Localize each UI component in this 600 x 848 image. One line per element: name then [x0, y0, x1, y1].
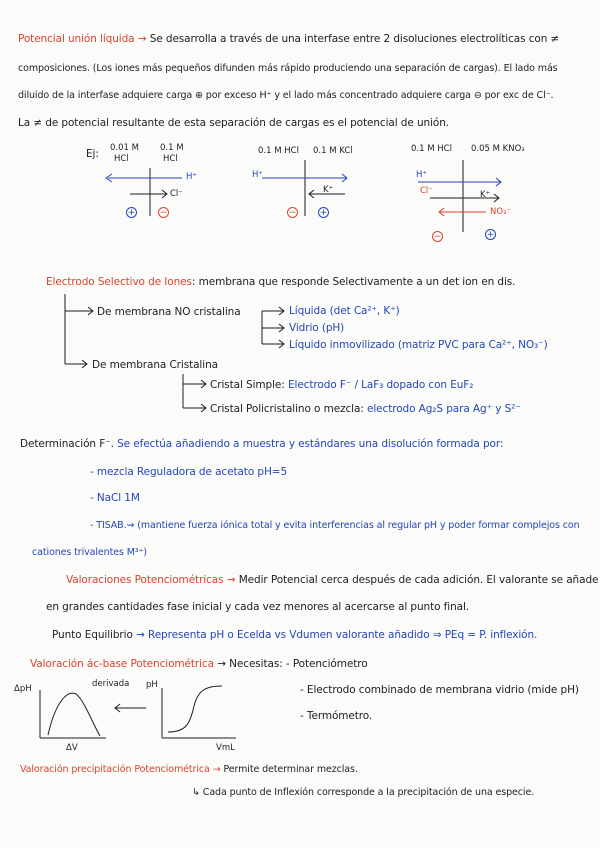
acido-base-title: Valoración ác-base Potenciométrica [30, 658, 214, 670]
acido-base-need-2: - Electrodo combinado de membrana vidrio (mide pH) [300, 684, 579, 696]
membrana-no-cristalina: De membrana NO cristalina [97, 306, 241, 318]
electrodo-selectivo-title: Electrodo Selectivo de Iones [46, 276, 192, 288]
graph1-derivada-label: derivada [92, 679, 130, 689]
ex3-positive-charge-icon: + [486, 230, 495, 240]
curved-arrow-icon: ↳ [192, 787, 200, 798]
precipitacion-text-1: Permite determinar mezclas. [223, 764, 358, 775]
ex3-no3-label: NO₃⁻ [490, 207, 511, 217]
ex3-right-solution: 0.05 M KNO₃ [471, 144, 525, 154]
item-mezcla-reguladora: - mezcla Reguladora de acetato pH=5 [90, 466, 288, 478]
ex1-negative-charge-icon: − [159, 208, 168, 218]
membrana-liquida: Líquida (det Ca²⁺, K⁺) [289, 305, 400, 317]
valoraciones-text-2: en grandes cantidades fase inicial y cada vez menores al acercarse al punto final. [46, 601, 470, 613]
ex3-h-label: H⁺ [416, 170, 427, 180]
arrow-right-icon: → [137, 33, 147, 45]
cristal-poli-label: Cristal Policristalino o mezcla: [210, 403, 367, 415]
determinacion-f-intro: Se efectúa añadiendo a muestra y estándares una disolución formada por: [117, 438, 504, 450]
item-tisab: - TISAB.⇝ (mantiene fuerza iónica total y evita interferencias al regular pH y poder formar complejos con [90, 520, 580, 531]
precipitacion-heading [20, 763, 358, 777]
arrow-right-icon: → [226, 574, 236, 586]
ex1-positive-charge-icon: + [127, 208, 136, 218]
determinacion-f-title: Determinación F⁻. [20, 438, 114, 450]
cristal-simple-example: Electrodo F⁻ / LaF₃ dopado con EuF₂ [287, 379, 474, 391]
ex2-positive-charge-icon: + [319, 208, 328, 218]
ex3-k-label: K⁺ [480, 190, 491, 200]
potencial-union-text-1: Se desarrolla a través de una interfase entre 2 disoluciones electrolíticas con ≠ [149, 33, 560, 45]
example-label: Ej: [86, 148, 99, 160]
item-nacl: - NaCl 1M [90, 492, 140, 504]
precipitacion-text-2-content: Cada punto de Inflexión corresponde a la precipitación de una especie. [202, 787, 535, 798]
ex1-left-species: HCl [114, 154, 129, 164]
ex1-h-label: H⁺ [186, 172, 197, 182]
ex2-left-solution: 0.1 M HCl [258, 146, 299, 156]
ex3-left-solution: 0.1 M HCl [411, 144, 452, 154]
ex1-right-species: HCl [163, 154, 178, 164]
ex3-negative-charge-icon: − [433, 232, 442, 242]
graph2-x-label: VmL [216, 743, 235, 753]
membrana-liquido-inmovilizado: Líquido inmovilizado (matriz PVC para Ca²⁺, NO₃⁻) [289, 339, 548, 351]
ex2-k-label: K⁺ [323, 185, 334, 195]
potencial-union-text-2: composiciones. (Los iones más pequeños difunden más rápido produciendo una separación de cargas). El lado más [18, 63, 558, 74]
cristal-simple-label: Cristal Simple: [210, 379, 288, 391]
arrow-right-icon: → [217, 658, 226, 670]
graph1-y-label: ΔpH [14, 684, 32, 694]
ex1-cl-label: Cl⁻ [170, 189, 183, 199]
ex2-right-solution: 0.1 M KCl [313, 146, 353, 156]
ex2-negative-charge-icon: − [288, 208, 297, 218]
valoraciones-title: Valoraciones Potenciométricas [66, 574, 224, 586]
ex1-left-conc: 0.01 M [110, 143, 139, 153]
ex3-cl-label: Cl⁻ [420, 186, 433, 196]
graph1-x-label: ΔV [66, 743, 78, 753]
punto-equilibrio-text: Representa pH o Ecelda vs Vdumen valorante añadido ⇒ PEq = P. inflexión. [147, 629, 538, 641]
membrana-vidrio: Vidrio (pH) [289, 322, 345, 334]
ex1-right-conc: 0.1 M [160, 143, 184, 153]
cristal-poli-example: electrodo Ag₂S para Ag⁺ y S²⁻ [367, 403, 521, 415]
potencial-union-title: Potencial unión líquida [18, 33, 135, 45]
potencial-union-text-4: La ≠ de potencial resultante de esta separación de cargas es el potencial de unión. [18, 117, 449, 129]
precipitacion-text-2 [192, 786, 534, 800]
arrow-right-icon: → [136, 629, 145, 641]
item-tisab-cont: cationes trivalentes M³⁺) [32, 547, 148, 558]
acido-base-need-3: - Termómetro. [300, 710, 373, 722]
valoraciones-text-1: Medir Potencial cerca después de cada adición. El valorante se añade [238, 574, 599, 586]
membrana-cristalina: De membrana Cristalina [92, 359, 218, 371]
arrow-right-icon: → [212, 764, 221, 775]
ex2-h-label: H⁺ [252, 170, 263, 180]
electrodo-selectivo-intro: : membrana que responde Selectivamente a un det ion en dis. [191, 276, 516, 288]
potencial-union-text-3: diluido de la interfase adquiere carga ⊕ por exceso H⁺ y el lado más concentrado adquiere carga ⊖ por exc de Cl⁻. [18, 90, 554, 101]
precipitacion-title: Valoración precipitación Potenciométrica [20, 764, 210, 775]
punto-equilibrio-label: Punto Equilibrio [52, 629, 133, 641]
acido-base-need-1: Necesitas: - Potenciómetro [229, 658, 368, 670]
graph2-y-label: pH [146, 680, 158, 690]
